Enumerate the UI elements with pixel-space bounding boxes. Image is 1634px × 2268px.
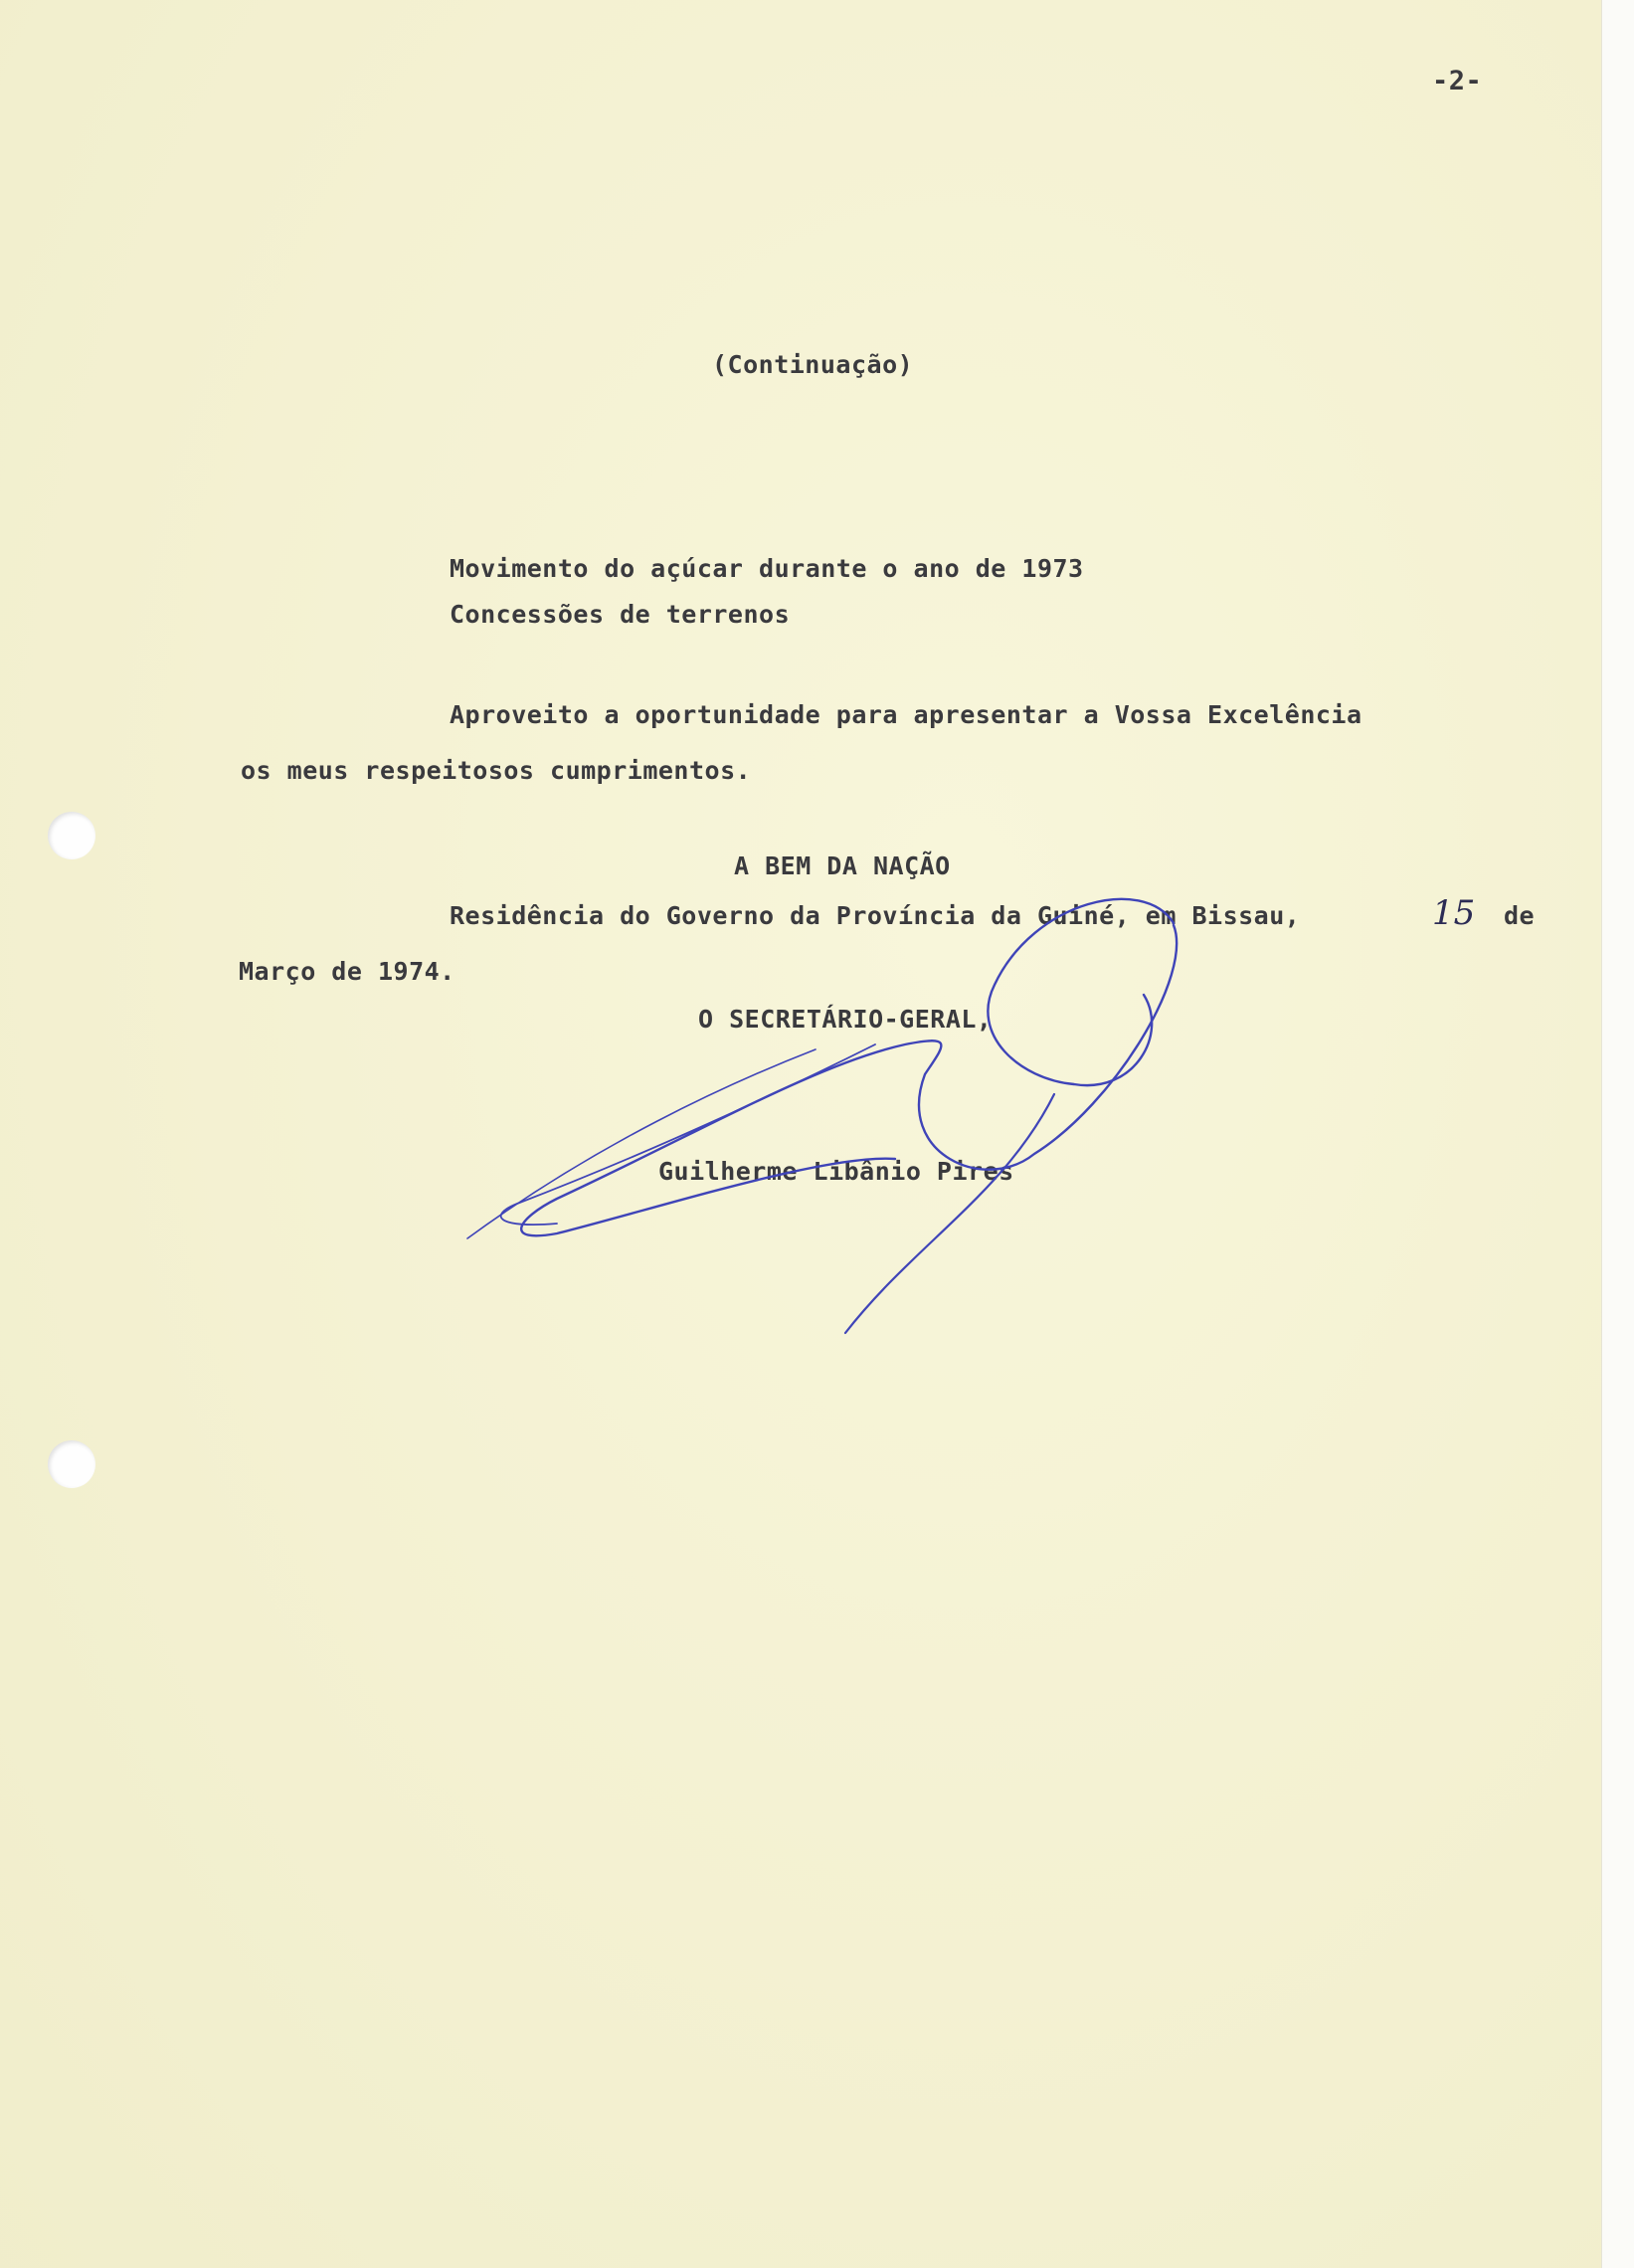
place-date-line-2: Março de 1974.: [239, 957, 455, 986]
handwritten-day: 15: [1432, 893, 1476, 933]
continuation-heading: (Continuação): [712, 350, 914, 379]
place-text-suffix: de: [1504, 901, 1536, 930]
enclosure-line-1: Movimento do açúcar durante o ano de 1973: [450, 554, 1084, 583]
salutation: A BEM DA NAÇÃO: [734, 851, 951, 880]
enclosure-line-2: Concessões de terrenos: [450, 600, 791, 629]
signatory-title: O SECRETÁRIO-GERAL,: [698, 1005, 993, 1034]
place-text: Residência do Governo da Província da Guiné, em Bissau,: [450, 901, 1301, 930]
page-number: -2-: [1432, 66, 1483, 96]
signatory-name: Guilherme Libânio Pires: [658, 1157, 1014, 1186]
scan-border: [1601, 0, 1634, 2268]
closing-paragraph-line-1: Aproveito a oportunidade para apresentar a Vossa Excelência: [450, 700, 1362, 729]
closing-paragraph-line-2: os meus respeitosos cumprimentos.: [241, 756, 752, 785]
